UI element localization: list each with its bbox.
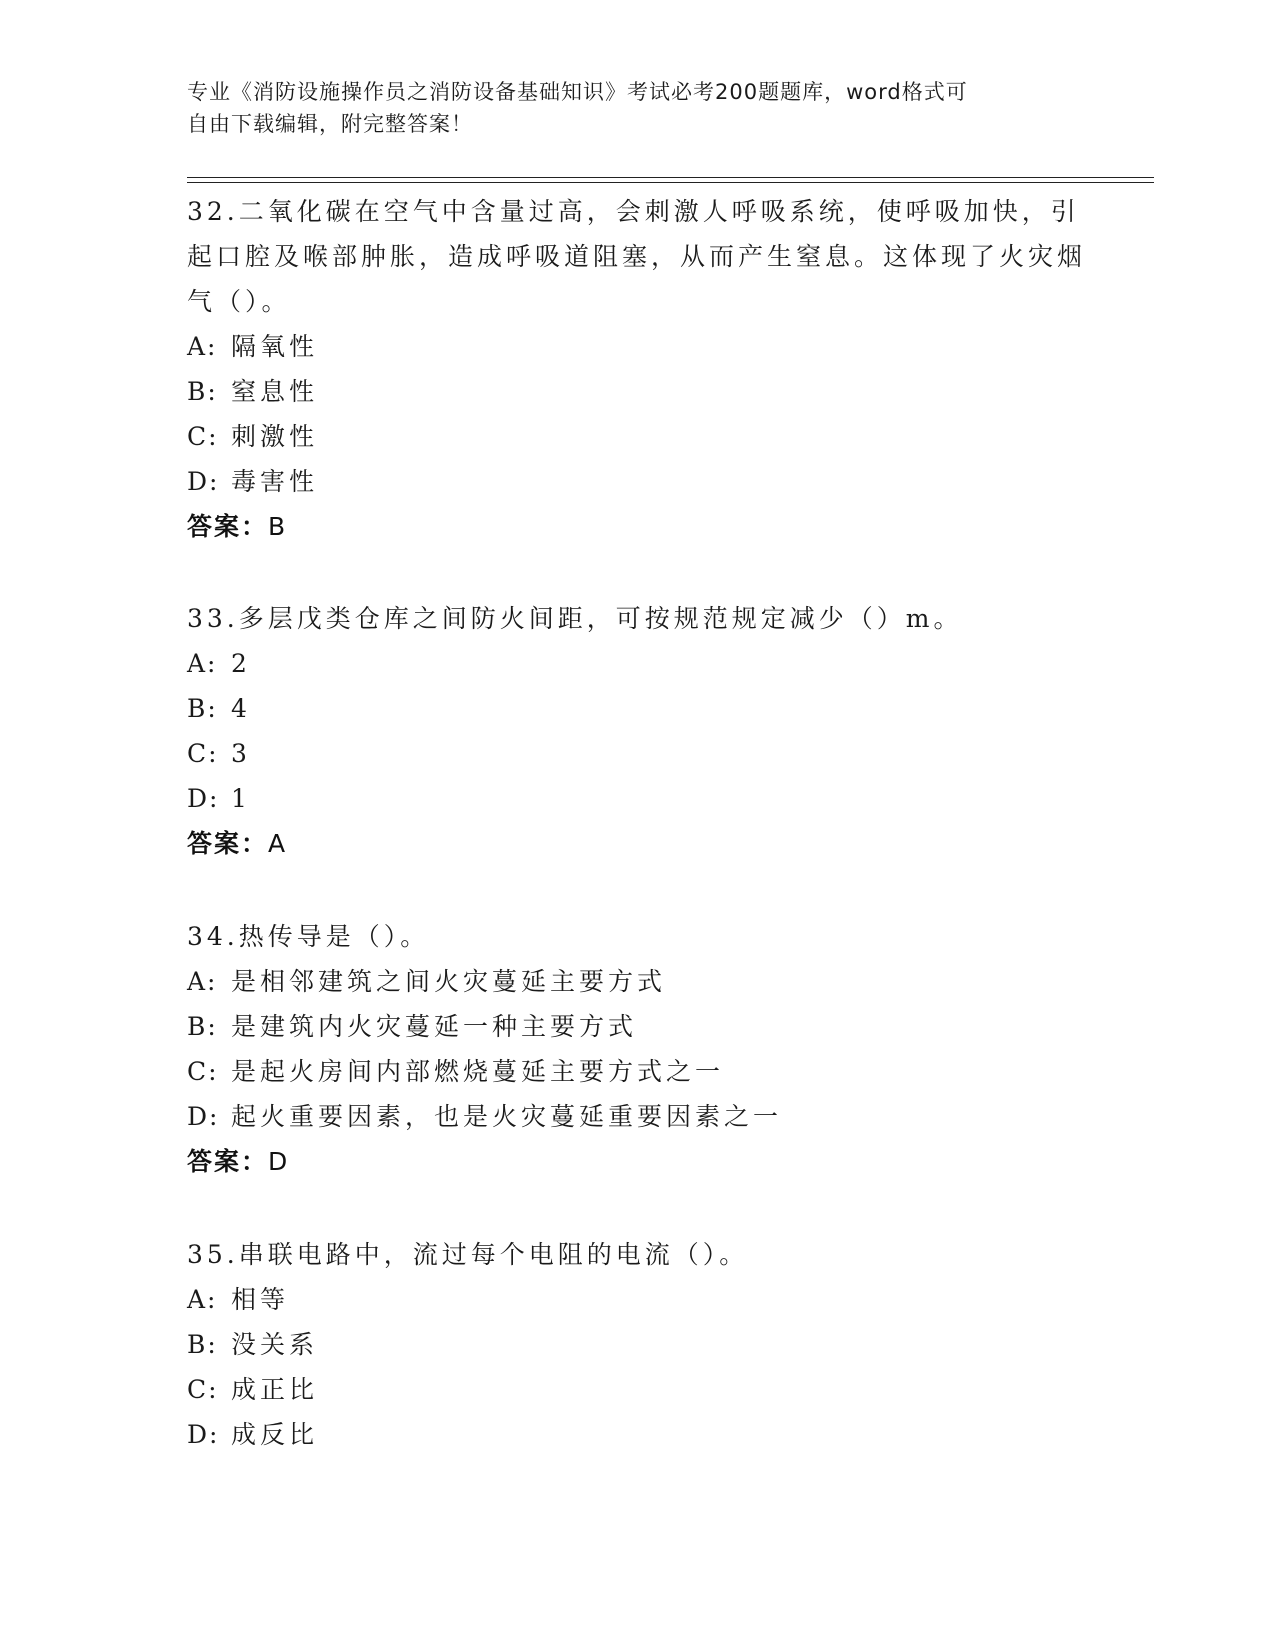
option-text: 相等	[231, 1285, 290, 1314]
option-key: A:	[187, 967, 218, 996]
answer-line	[187, 504, 1087, 549]
answer-label: 答案：	[187, 512, 269, 541]
option-text: 2	[231, 649, 251, 678]
header-divider-bottom	[187, 182, 1154, 183]
header-title-line-2: 自由下载编辑，附完整答案！	[187, 112, 473, 136]
option-a	[187, 324, 1087, 369]
option-text: 毒害性	[231, 467, 319, 496]
option-key: C:	[187, 739, 219, 768]
option-text: 3	[231, 739, 251, 768]
question-text: 32.二氧化碳在空气中含量过高，会刺激人呼吸系统，使呼吸加快，引起口腔及喉部肿胀，造成呼吸道阻塞，从而产生窒息。这体现了火灾烟气（）。	[187, 197, 1087, 316]
question-text: 35.串联电路中，流过每个电阻的电流（）。	[187, 1240, 749, 1269]
option-d	[187, 1094, 1087, 1139]
option-key: C:	[187, 422, 219, 451]
answer-value: B	[268, 512, 288, 541]
option-text: 隔氧性	[231, 332, 319, 361]
option-text: 成正比	[231, 1375, 319, 1404]
option-text: 刺激性	[231, 422, 319, 451]
option-key: B:	[187, 1330, 218, 1359]
option-key: D:	[187, 1102, 220, 1131]
question-text: 34.热传导是（）。	[187, 922, 430, 951]
option-key: C:	[187, 1057, 219, 1086]
option-b	[187, 1322, 1087, 1367]
option-text: 4	[231, 694, 251, 723]
option-a	[187, 1277, 1087, 1322]
option-c	[187, 1367, 1087, 1412]
answer-line	[187, 1139, 1087, 1184]
question-text: 33.多层戊类仓库之间防火间距，可按规范规定减少（）m。	[187, 604, 963, 633]
header-divider-top	[187, 177, 1154, 178]
option-key: D:	[187, 1420, 220, 1449]
document-header	[187, 76, 1087, 140]
option-key: B:	[187, 377, 218, 406]
option-b	[187, 686, 1087, 731]
option-text: 是起火房间内部燃烧蔓延主要方式之一	[231, 1057, 725, 1086]
answer-value: D	[268, 1147, 290, 1176]
option-key: A:	[187, 1285, 218, 1314]
option-text: 没关系	[231, 1330, 319, 1359]
option-b	[187, 369, 1087, 414]
answer-label: 答案：	[187, 829, 269, 858]
option-key: C:	[187, 1375, 219, 1404]
answer-label: 答案：	[187, 1147, 269, 1176]
option-d	[187, 459, 1087, 504]
question-34	[187, 914, 1087, 1184]
option-key: B:	[187, 1012, 218, 1041]
option-key: A:	[187, 649, 218, 678]
question-35	[187, 1232, 1087, 1457]
option-text: 成反比	[231, 1420, 319, 1449]
option-d	[187, 1412, 1087, 1457]
option-text: 窒息性	[231, 377, 319, 406]
option-a	[187, 641, 1087, 686]
option-c	[187, 414, 1087, 459]
option-text: 起火重要因素，也是火灾蔓延重要因素之一	[231, 1102, 783, 1131]
option-d	[187, 776, 1087, 821]
question-32	[187, 189, 1087, 549]
header-title-line-1: 专业《消防设施操作员之消防设备基础知识》考试必考200题题库，word格式可	[187, 80, 968, 104]
option-key: D:	[187, 467, 220, 496]
answer-line	[187, 821, 1087, 866]
option-text: 1	[231, 784, 251, 813]
option-key: D:	[187, 784, 220, 813]
option-key: B:	[187, 694, 218, 723]
option-b	[187, 1004, 1087, 1049]
option-c	[187, 1049, 1087, 1094]
option-text: 是相邻建筑之间火灾蔓延主要方式	[231, 967, 667, 996]
option-key: A:	[187, 332, 218, 361]
answer-value: A	[268, 829, 288, 858]
question-33	[187, 596, 1087, 866]
option-c	[187, 731, 1087, 776]
option-a	[187, 959, 1087, 1004]
option-text: 是建筑内火灾蔓延一种主要方式	[231, 1012, 638, 1041]
